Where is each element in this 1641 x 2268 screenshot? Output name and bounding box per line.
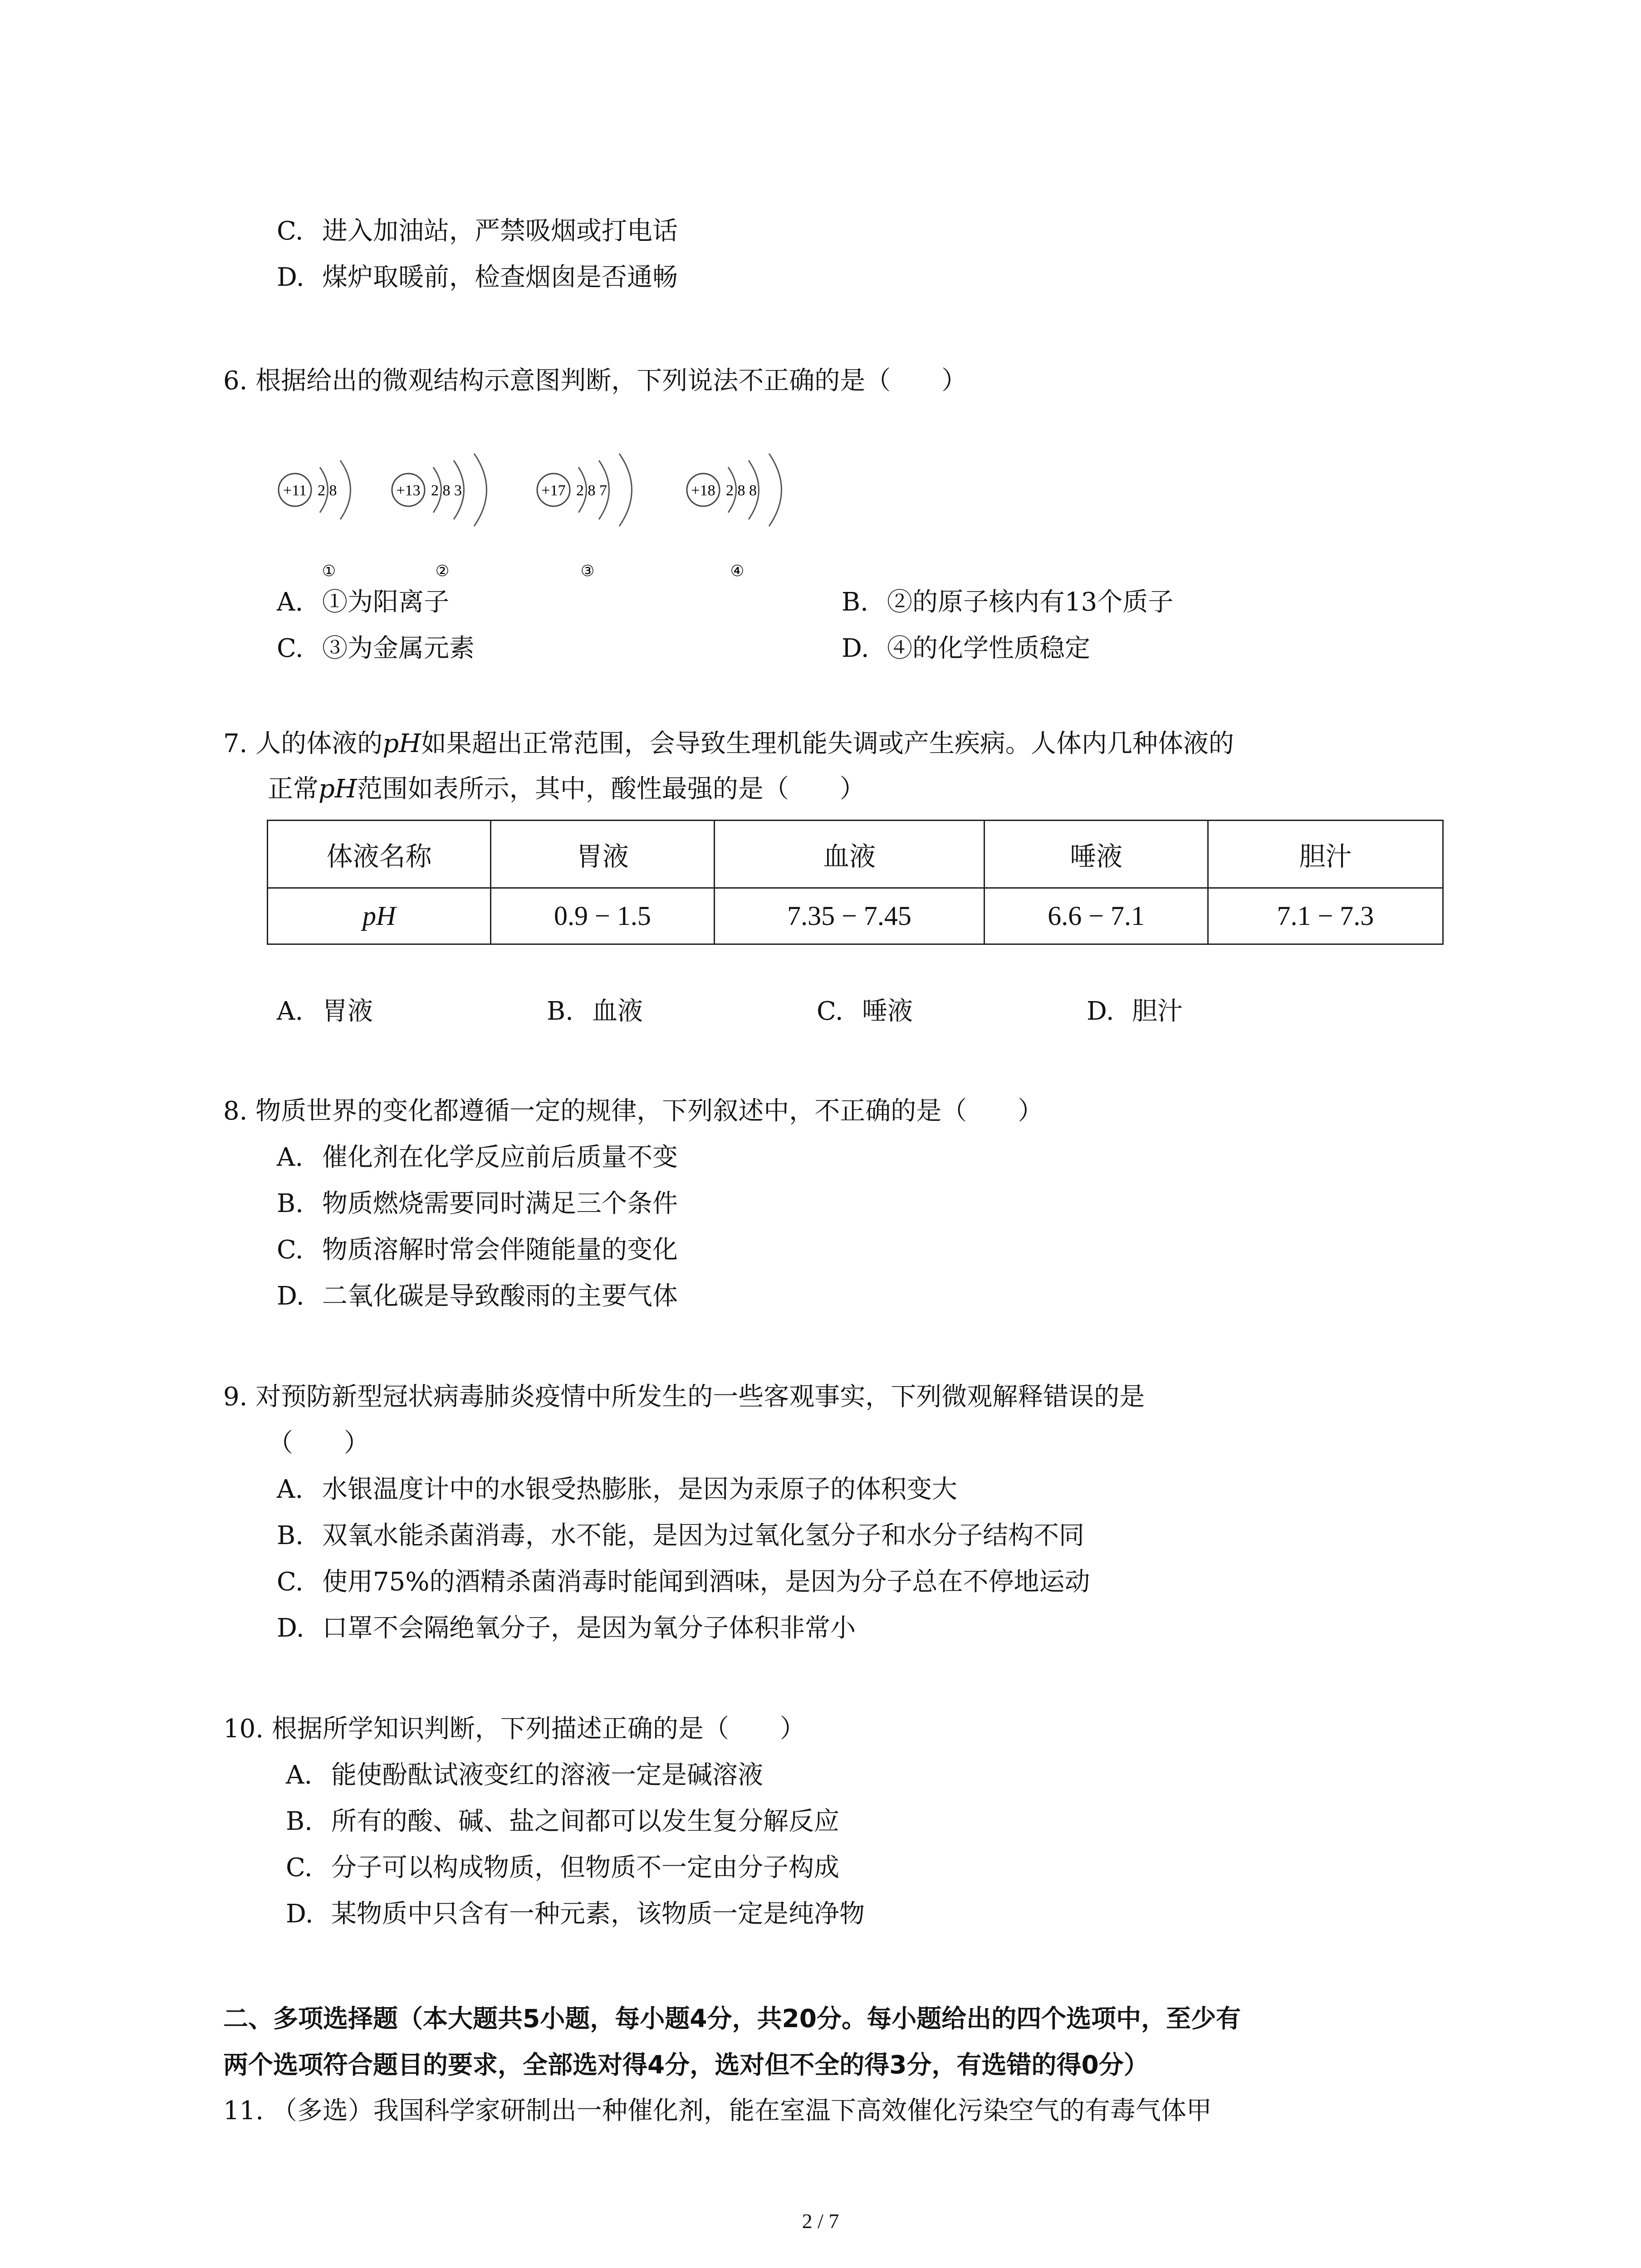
stem-text: 7. 人的体液的 (223, 729, 383, 758)
option-letter: A. (277, 997, 304, 1026)
table-header-row (268, 821, 1443, 888)
atom-diagram-3 (537, 454, 632, 580)
q5-option-d (277, 259, 678, 296)
option-text: 二氧化碳是导致酸雨的主要气体 (322, 1281, 678, 1311)
option-letter: C. (286, 1853, 313, 1882)
option-text: 所有的酸、碱、盐之间都可以发生复分解反应 (331, 1807, 839, 1836)
option-letter: C. (277, 1235, 304, 1265)
option-letter: A. (286, 1760, 313, 1790)
option-text: 水银温度计中的水银受热膨胀，是因为汞原子的体积变大 (322, 1475, 957, 1504)
section2-heading-line1: 二、多项选择题（本大题共5小题，每小题4分，共20分。每小题给出的四个选项中，至少有 (223, 2004, 1241, 2033)
option-text: ③为金属元素 (322, 634, 475, 663)
q9-option-d (277, 1610, 856, 1647)
table-cell: 0.9 − 1.5 (491, 888, 714, 944)
q6-option-b (842, 584, 1173, 621)
atom-diagram-2 (392, 454, 487, 580)
q10-option-a (286, 1757, 763, 1794)
table-header-cell: 胃液 (491, 821, 714, 888)
option-letter: D. (286, 1899, 314, 1929)
option-text: 分子可以构成物质，但物质不一定由分子构成 (331, 1853, 839, 1882)
option-letter: A. (277, 587, 304, 617)
q6-option-d (842, 631, 1090, 667)
atom-2-shells: 2 8 3 (431, 482, 462, 499)
option-letter: B. (277, 1189, 304, 1218)
option-text: 物质燃烧需要同时满足三个条件 (322, 1189, 678, 1218)
option-letter: D. (277, 263, 304, 292)
table-header-cell: 唾液 (985, 821, 1208, 888)
q7-option-d (1087, 993, 1183, 1030)
q9-option-c (277, 1564, 1090, 1600)
q7-option-c (817, 993, 913, 1030)
atom-4-shells: 2 8 8 (726, 482, 757, 499)
atom-1-nucleus: +11 (283, 482, 307, 499)
option-letter: D. (1087, 997, 1114, 1026)
option-text: 唾液 (862, 997, 913, 1026)
option-text: 血液 (592, 997, 643, 1026)
q10-stem: 10. 根据所学知识判断，下列描述正确的是（ ） (223, 1714, 805, 1744)
option-letter: B. (842, 587, 868, 617)
atomic-structure-diagrams (254, 431, 844, 581)
option-letter: C. (277, 1567, 304, 1597)
atom-1-shells: 2 8 (318, 482, 337, 499)
q10-option-c (286, 1850, 839, 1886)
option-text: ②的原子核内有13个质子 (887, 587, 1174, 617)
q6-option-a (277, 584, 449, 621)
q8-option-d (277, 1278, 678, 1315)
section2-heading-line2: 两个选项符合题目的要求，全部选对得4分，选对但不全的得3分，有选错的得0分） (223, 2050, 1149, 2079)
q11-stem: 11. （多选）我国科学家研制出一种催化剂，能在室温下高效催化污染空气的有毒气体甲 (223, 2096, 1212, 2126)
option-text: 煤炉取暖前，检查烟囱是否通畅 (322, 263, 678, 292)
option-letter: D. (277, 1281, 304, 1311)
q7-stem-line1 (223, 726, 1234, 762)
atom-2-nucleus: +13 (396, 482, 421, 499)
ph-symbol: pH (382, 729, 421, 758)
q6-option-c (277, 631, 475, 667)
q7-option-b (547, 993, 643, 1030)
atom-3-label: ③ (580, 562, 595, 580)
atom-4-nucleus: +18 (691, 482, 715, 499)
stem-text: 范围如表所示，其中，酸性最强的是（ ） (357, 774, 865, 804)
ph-range-table (267, 820, 1444, 945)
option-letter: C. (277, 216, 304, 246)
q9-option-b (277, 1518, 1084, 1554)
option-letter: C. (817, 997, 843, 1026)
option-letter: A. (277, 1475, 304, 1504)
q8-option-c (277, 1232, 678, 1268)
option-text: 双氧水能杀菌消毒，水不能，是因为过氧化氢分子和水分子结构不同 (322, 1521, 1084, 1550)
option-letter: B. (547, 997, 573, 1026)
q7-stem-line2 (268, 771, 865, 807)
atom-1-label: ① (322, 562, 336, 580)
option-text: ④的化学性质稳定 (887, 634, 1090, 663)
table-row (268, 888, 1443, 944)
option-text: 催化剂在化学反应前后质量不变 (322, 1143, 678, 1172)
table-cell: 7.35 − 7.45 (714, 888, 985, 944)
atom-2-label: ② (435, 562, 450, 580)
option-text: 胆汁 (1132, 997, 1183, 1026)
atom-4-label: ④ (730, 562, 745, 580)
atom-diagram-1 (279, 460, 351, 580)
option-letter: C. (277, 634, 304, 663)
q10-option-b (286, 1804, 839, 1840)
option-text: 进入加油站，严禁吸烟或打电话 (322, 216, 678, 246)
q6-stem: 6. 根据给出的微观结构示意图判断，下列说法不正确的是（ ） (223, 366, 967, 396)
ph-symbol: pH (318, 774, 357, 804)
q9-stem-line1: 9. 对预防新型冠状病毒肺炎疫情中所发生的一些客观事实，下列微观解释错误的是 (223, 1382, 1145, 1412)
option-text: 口罩不会隔绝氧分子，是因为氧分子体积非常小 (322, 1613, 856, 1643)
option-text: ①为阳离子 (322, 587, 449, 617)
q10-option-d (286, 1896, 865, 1932)
option-text: 能使酚酞试液变红的溶液一定是碱溶液 (331, 1760, 763, 1790)
q9-option-a (277, 1471, 957, 1508)
table-cell: 6.6 − 7.1 (985, 888, 1208, 944)
atom-3-nucleus: +17 (541, 482, 566, 499)
option-letter: D. (842, 634, 869, 663)
option-text: 物质溶解时常会伴随能量的变化 (322, 1235, 678, 1265)
option-letter: A. (277, 1143, 304, 1172)
stem-text: 正常 (268, 774, 318, 804)
option-text: 使用75%的酒精杀菌消毒时能闻到酒味，是因为分子总在不停地运动 (322, 1567, 1090, 1597)
stem-text: 如果超出正常范围，会导致生理机能失调或产生疾病。人体内几种体液的 (421, 729, 1234, 758)
q9-stem-line2: （ ） (268, 1428, 369, 1458)
table-cell: pH (268, 888, 491, 944)
table-header-cell: 血液 (714, 821, 985, 888)
q8-option-a (277, 1139, 678, 1176)
q8-option-b (277, 1186, 678, 1222)
option-text: 某物质中只含有一种元素，该物质一定是纯净物 (331, 1899, 865, 1929)
q7-option-a (277, 993, 373, 1030)
table-cell: 7.1 − 7.3 (1208, 888, 1443, 944)
atom-3-shells: 2 8 7 (576, 482, 607, 499)
option-text: 胃液 (322, 997, 373, 1026)
option-letter: B. (286, 1807, 313, 1836)
atom-diagram-4 (687, 454, 782, 580)
option-letter: D. (277, 1613, 304, 1643)
q8-stem: 8. 物质世界的变化都遵循一定的规律，下列叙述中，不正确的是（ ） (223, 1096, 1043, 1126)
option-letter: B. (277, 1521, 304, 1550)
page-number: 2 / 7 (802, 2209, 839, 2233)
table-header-cell: 体液名称 (268, 821, 491, 888)
q5-option-c (277, 213, 678, 249)
table-header-cell: 胆汁 (1208, 821, 1443, 888)
